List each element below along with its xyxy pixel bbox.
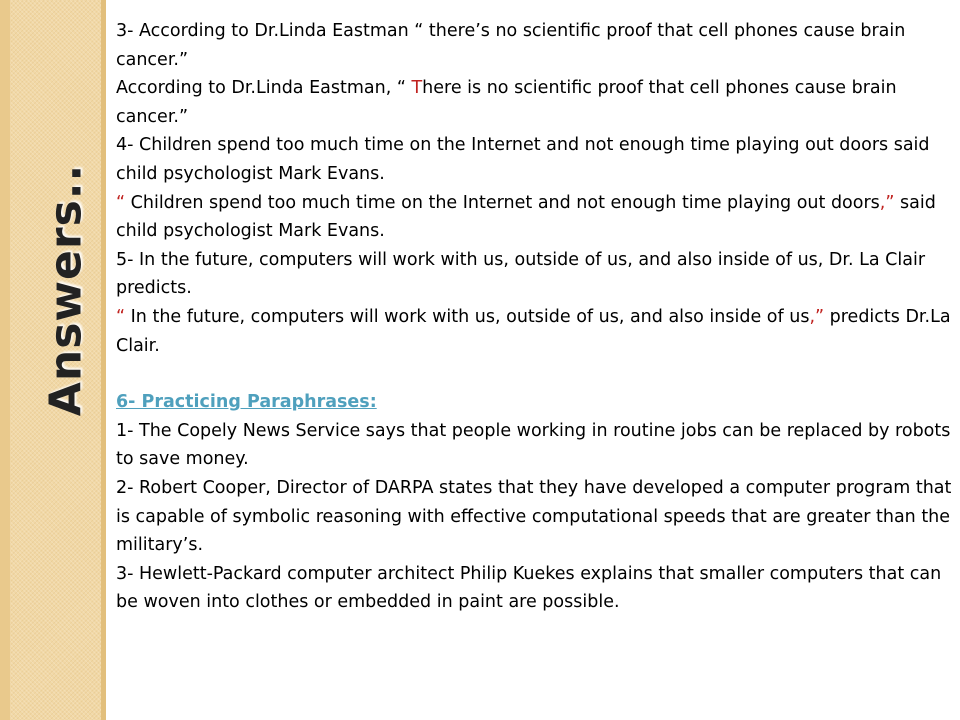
item-4-corrected-text: Children spend too much time on the Internet and not enough time playing out doors [125, 192, 880, 213]
item-3-corrected-post: here is no scientific proof that cell phones cause brain cancer.” [116, 78, 897, 127]
sidebar-edge [101, 0, 106, 720]
item-3-original: 3- According to Dr.Linda Eastman “ there’s no scientific proof that cell phones cause brain cancer.” [116, 21, 906, 70]
item-4-corrected-post: said child psychologist Mark Evans. [116, 192, 936, 242]
paraphrase-answer-1: 1- The Copely News Service says that people working in routine jobs can be replaced by robots to save money. [116, 420, 951, 470]
slide-title: Answers.. [40, 163, 92, 417]
sidebar-panel [0, 0, 106, 720]
item-5-corrected-post: predicts Dr.La Clair. [116, 306, 951, 356]
item-5-corrected-text: In the future, computers will work with us, outside of us, and also inside of us [125, 306, 810, 327]
title-container [36, 150, 96, 430]
item-3-corrected [116, 74, 952, 131]
section-6-heading-link[interactable]: 6- Practicing Paraphrases: [116, 392, 377, 413]
item-4-open-quote: “ [116, 192, 126, 213]
spacer [116, 360, 952, 388]
item-5-original: 5- In the future, computers will work with us, outside of us, and also inside of us, Dr. La Clair predicts. [116, 249, 926, 299]
item-3-corrected-highlight: T [411, 78, 423, 99]
item-4-original: 4- Children spend too much time on the Internet and not enough time playing out doors said child psychologist Mark Evans. [116, 135, 930, 184]
item-3-corrected-pre: According to Dr.Linda Eastman, “ [116, 78, 412, 99]
paraphrase-answer-2: 2- Robert Cooper, Director of DARPA states that they have developed a computer program that is capable of symbolic reasoning with effective computational speeds that are greater than the military’s. [116, 477, 952, 556]
slide-content [116, 17, 952, 617]
item-5-close-quote: ,” [809, 306, 825, 327]
item-5-open-quote: “ [116, 306, 126, 327]
paraphrase-answer-3: 3- Hewlett-Packard computer architect Philip Kuekes explains that smaller computers that can be woven into clothes or embedded in paint are possible. [116, 563, 942, 613]
sidebar-stripe [0, 0, 10, 720]
item-4-close-quote: ,” [879, 192, 895, 213]
item-4-corrected [116, 189, 952, 246]
item-5-corrected [116, 303, 952, 360]
section-6-heading-line [116, 388, 952, 417]
